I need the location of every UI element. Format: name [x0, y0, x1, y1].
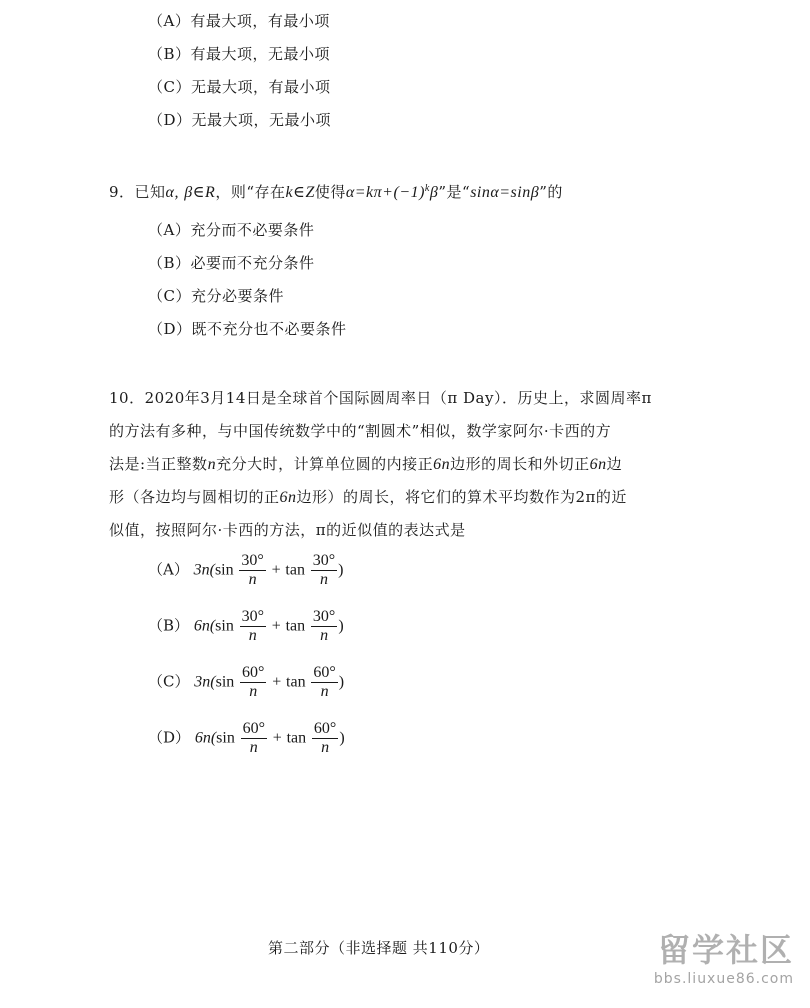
q8-option-a: （A）有最大项，有最小项	[148, 12, 330, 30]
q10-line-4b: 边形）的周长，将它们的算术平均数作为2π的近	[296, 488, 627, 506]
q9-mid3: ”是“	[438, 183, 471, 201]
q9-k-in-z: k∈Z	[285, 184, 315, 201]
q10-option-b-frac-1: $\frac{30^\circ}{n}$	[241, 608, 264, 644]
q10-option-d-label: （D）	[148, 728, 191, 747]
q10-6n-b: 6n	[589, 456, 607, 473]
q10-option-d-plus: +	[272, 729, 282, 747]
q10-option-d-tan: tan	[286, 729, 307, 747]
q10-option-a	[148, 552, 343, 589]
q9-stem	[109, 181, 563, 202]
q10-option-d-sin: sin	[216, 729, 235, 747]
section-footer-title: 第二部分（非选择题 共110分）	[268, 939, 490, 957]
q10-option-d-close: )	[339, 729, 345, 747]
q10-line-5: 似值，按照阿尔·卡西的方法，π的近似值的表达式是	[109, 521, 466, 539]
q10-option-c-label: （C）	[148, 672, 190, 691]
q10-option-b-coef: 6n(	[193, 617, 216, 635]
q10-option-a-frac-1: $\frac{30^\circ}{n}$	[241, 552, 264, 588]
q10-option-a-coef: 3n(	[193, 561, 215, 579]
q10-line-2: 的方法有多种，与中国传统数学中的“割圆术”相似，数学家阿尔·卡西的方	[109, 422, 612, 440]
watermark-logo: 留学社区	[657, 931, 794, 969]
q10-6n-c: 6n	[279, 489, 297, 506]
q10-line-3	[109, 453, 622, 474]
q9-option-d: （D）既不充分也不必要条件	[148, 320, 347, 338]
q10-line-3d: 边	[606, 455, 623, 473]
q9-exponent-k: k	[424, 183, 430, 194]
watermark-url: bbs.liuxue86.com	[653, 971, 794, 987]
q10-option-a-sin: sin	[214, 561, 234, 579]
q9-beta-in-r: β∈R	[184, 184, 216, 201]
q8-option-b: （B）有最大项，无最小项	[148, 45, 331, 63]
q10-6n-a: 6n	[433, 456, 451, 473]
q10-option-d-coef: 6n(	[194, 729, 217, 747]
q9-prefix: 9．已知	[109, 183, 166, 201]
q10-option-d-frac-2: $\frac{60^\circ}{n}$	[313, 720, 337, 756]
q10-line-3c: 边形的周长和外切正	[450, 455, 590, 473]
q9-condition-1: α=kπ+(−1)	[345, 184, 425, 201]
q10-option-b-close: )	[338, 617, 344, 635]
q10-option-b-label: （B）	[148, 616, 190, 635]
q10-option-a-frac-2: $\frac{30^\circ}{n}$	[312, 552, 336, 588]
q10-line-3b: 充分大时，计算单位圆的内接正	[216, 455, 434, 473]
q9-suffix: ”的	[539, 183, 563, 201]
q10-option-c	[148, 664, 344, 701]
q10-option-c-plus: +	[272, 673, 282, 691]
q9-option-a: （A）充分而不必要条件	[148, 221, 315, 239]
q10-option-a-close: )	[338, 561, 344, 579]
q10-option-c-coef: 3n(	[194, 673, 216, 691]
q10-n: n	[207, 456, 217, 473]
q10-option-c-sin: sin	[215, 673, 235, 691]
q10-option-c-close: )	[338, 673, 345, 691]
q9-alpha: α,	[165, 184, 179, 201]
q9-mid1: ，则“存在	[215, 183, 286, 201]
q9-condition-2: sinα=sinβ	[470, 184, 540, 201]
q8-option-c: （C）无最大项，有最小项	[148, 78, 331, 96]
q10-option-c-frac-1: $\frac{60^\circ}{n}$	[242, 664, 265, 700]
q10-option-a-plus: +	[271, 561, 281, 579]
q9-option-c: （C）充分必要条件	[148, 287, 284, 305]
q10-option-b-sin: sin	[215, 617, 234, 635]
q10-option-d-frac-1: $\frac{60^\circ}{n}$	[242, 720, 265, 756]
q9-mid2: 使得	[314, 183, 346, 201]
watermark	[654, 930, 794, 988]
q10-option-b	[148, 608, 344, 645]
q10-option-b-tan: tan	[285, 617, 306, 635]
q10-option-a-tan: tan	[285, 561, 305, 579]
q10-line-4a: 形（各边均与圆相切的正	[109, 488, 280, 506]
q8-option-d: （D）无最大项，无最小项	[148, 111, 332, 129]
q10-option-c-frac-2: $\frac{60^\circ}{n}$	[313, 664, 336, 700]
q9-option-b: （B）必要而不充分条件	[148, 254, 315, 272]
q10-option-c-tan: tan	[286, 673, 306, 691]
q10-line-1: 10．2020年3月14日是全球首个国际圆周率日（π Day）．历史上，求圆周率π	[109, 389, 652, 407]
q10-line-3a: 法是:当正整数	[109, 455, 208, 473]
q10-option-b-frac-2: $\frac{30^\circ}{n}$	[312, 608, 336, 644]
q10-option-a-label: （A）	[148, 560, 189, 579]
q10-line-4	[109, 486, 627, 507]
q9-beta: β	[429, 184, 439, 201]
q10-option-d	[148, 720, 345, 757]
q10-option-b-plus: +	[271, 617, 281, 635]
